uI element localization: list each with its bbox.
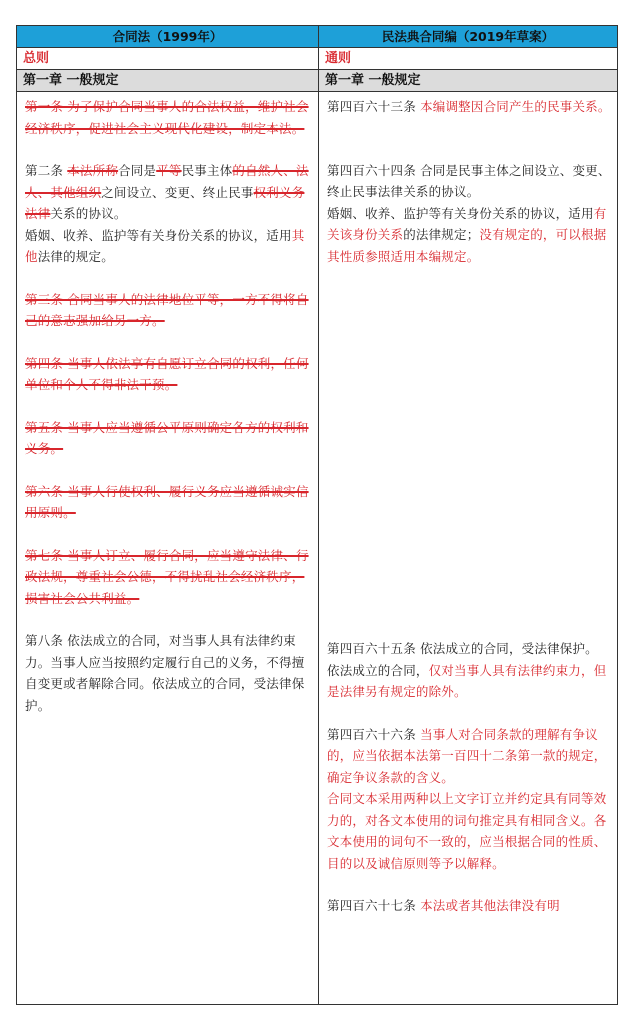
left-section-title: 总则	[23, 51, 50, 66]
deleted-text: 本法所称	[67, 163, 119, 178]
text-segment: 第四百六十六条	[327, 726, 421, 742]
left-column-body	[25, 96, 313, 737]
article-1: 第一条 为了保护合同当事人的合法权益，维护社会经济秩序，促进社会主义现代化建设，制定本法。	[25, 99, 309, 136]
left-column-header: 合同法（1999年）	[17, 26, 318, 47]
text-segment: 合同是	[118, 163, 157, 178]
inserted-text: 本编调整因合同产生的民事关系。	[420, 99, 611, 114]
inserted-text: 仅对当事人具有法律约束力，但是法律另有规定的除外。	[327, 662, 607, 699]
inserted-text: 有关该身份关系	[327, 205, 607, 242]
article-465-para-2	[327, 660, 611, 703]
inserted-text: 本法或者其他法律没有明	[420, 898, 560, 913]
article-464: 第四百六十四条 合同是民事主体之间设立、变更、终止民事法律关系的协议。	[327, 162, 611, 199]
article-2-para-2	[25, 225, 313, 268]
deleted-text: 平等	[156, 163, 182, 178]
text-segment: 关系的协议。	[50, 206, 127, 221]
text-segment: 依法成立的合同，	[327, 662, 429, 678]
article-467	[327, 895, 611, 917]
article-463	[327, 96, 611, 118]
right-column-body	[327, 96, 611, 938]
text-segment: 第二条	[25, 163, 68, 178]
article-464-para-2	[327, 203, 611, 268]
article-7: 第七条 当事人订立、履行合同，应当遵守法律、行政法规，尊重社会公德，不得扰乱社会经济秩序，损害社会公共利益。	[25, 547, 309, 606]
article-3: 第三条 合同当事人的法律地位平等，一方不得将自己的意志强加给另一方。	[25, 291, 309, 328]
text-segment: 的法律规定；	[403, 227, 480, 242]
comparison-table	[16, 25, 618, 1005]
text-segment: 民事主体	[181, 163, 233, 178]
deleted-text: 法律	[25, 206, 51, 221]
inserted-text: 当事人对合同条款的理解有争议的，应当依据本法第一百四十二条第一款的规定，确定争议条款的含义。	[327, 726, 607, 785]
inserted-text: 没有规定的，可以根据其性质参照适用本编规定。	[327, 227, 607, 264]
text-segment: 法律的规定。	[37, 249, 114, 264]
article-2	[25, 160, 313, 225]
text-segment: 婚姻、收养、监护等有关身份关系的协议，适用	[327, 205, 594, 221]
article-8: 第八条 依法成立的合同，对当事人具有法律约束力。当事人应当按照约定履行自己的义务，不得擅自变更或者解除合同。依法成立的合同，受法律保护。	[25, 633, 305, 713]
article-465: 第四百六十五条 依法成立的合同，受法律保护。	[327, 641, 598, 656]
article-6: 第六条 当事人行使权利、履行义务应当遵循诚实信用原则。	[25, 483, 309, 520]
article-466-para-2: 合同文本采用两种以上文字订立并约定具有同等效力的，对各文本使用的词句推定具有相同含义。各文本使用的词句不一致的，应当根据合同的性质、目的以及诚信原则等予以解释。	[327, 791, 607, 871]
deleted-text: 权利义务	[253, 184, 305, 200]
deleted-text: 的自然人、法人、其他组织	[25, 163, 309, 200]
article-466	[327, 724, 611, 789]
text-segment: 第四百六十三条	[327, 99, 421, 114]
right-chapter-title: 第一章 一般规定	[319, 70, 617, 91]
text-segment: 第四百六十七条	[327, 898, 421, 913]
right-column-header: 民法典合同编（2019年草案）	[319, 26, 617, 47]
text-segment: 婚姻、收养、监护等有关身份关系的协议，适用	[25, 227, 292, 243]
inserted-text: 其他	[25, 227, 305, 264]
article-4: 第四条 当事人依法享有自愿订立合同的权利，任何单位和个人不得非法干预。	[25, 355, 309, 392]
left-chapter-title: 第一章 一般规定	[17, 70, 318, 91]
right-section-title: 通则	[325, 51, 352, 66]
column-divider	[318, 26, 319, 1004]
text-segment: 之间设立、变更、终止民事	[101, 184, 254, 200]
article-5: 第五条 当事人应当遵循公平原则确定各方的权利和义务。	[25, 419, 309, 456]
